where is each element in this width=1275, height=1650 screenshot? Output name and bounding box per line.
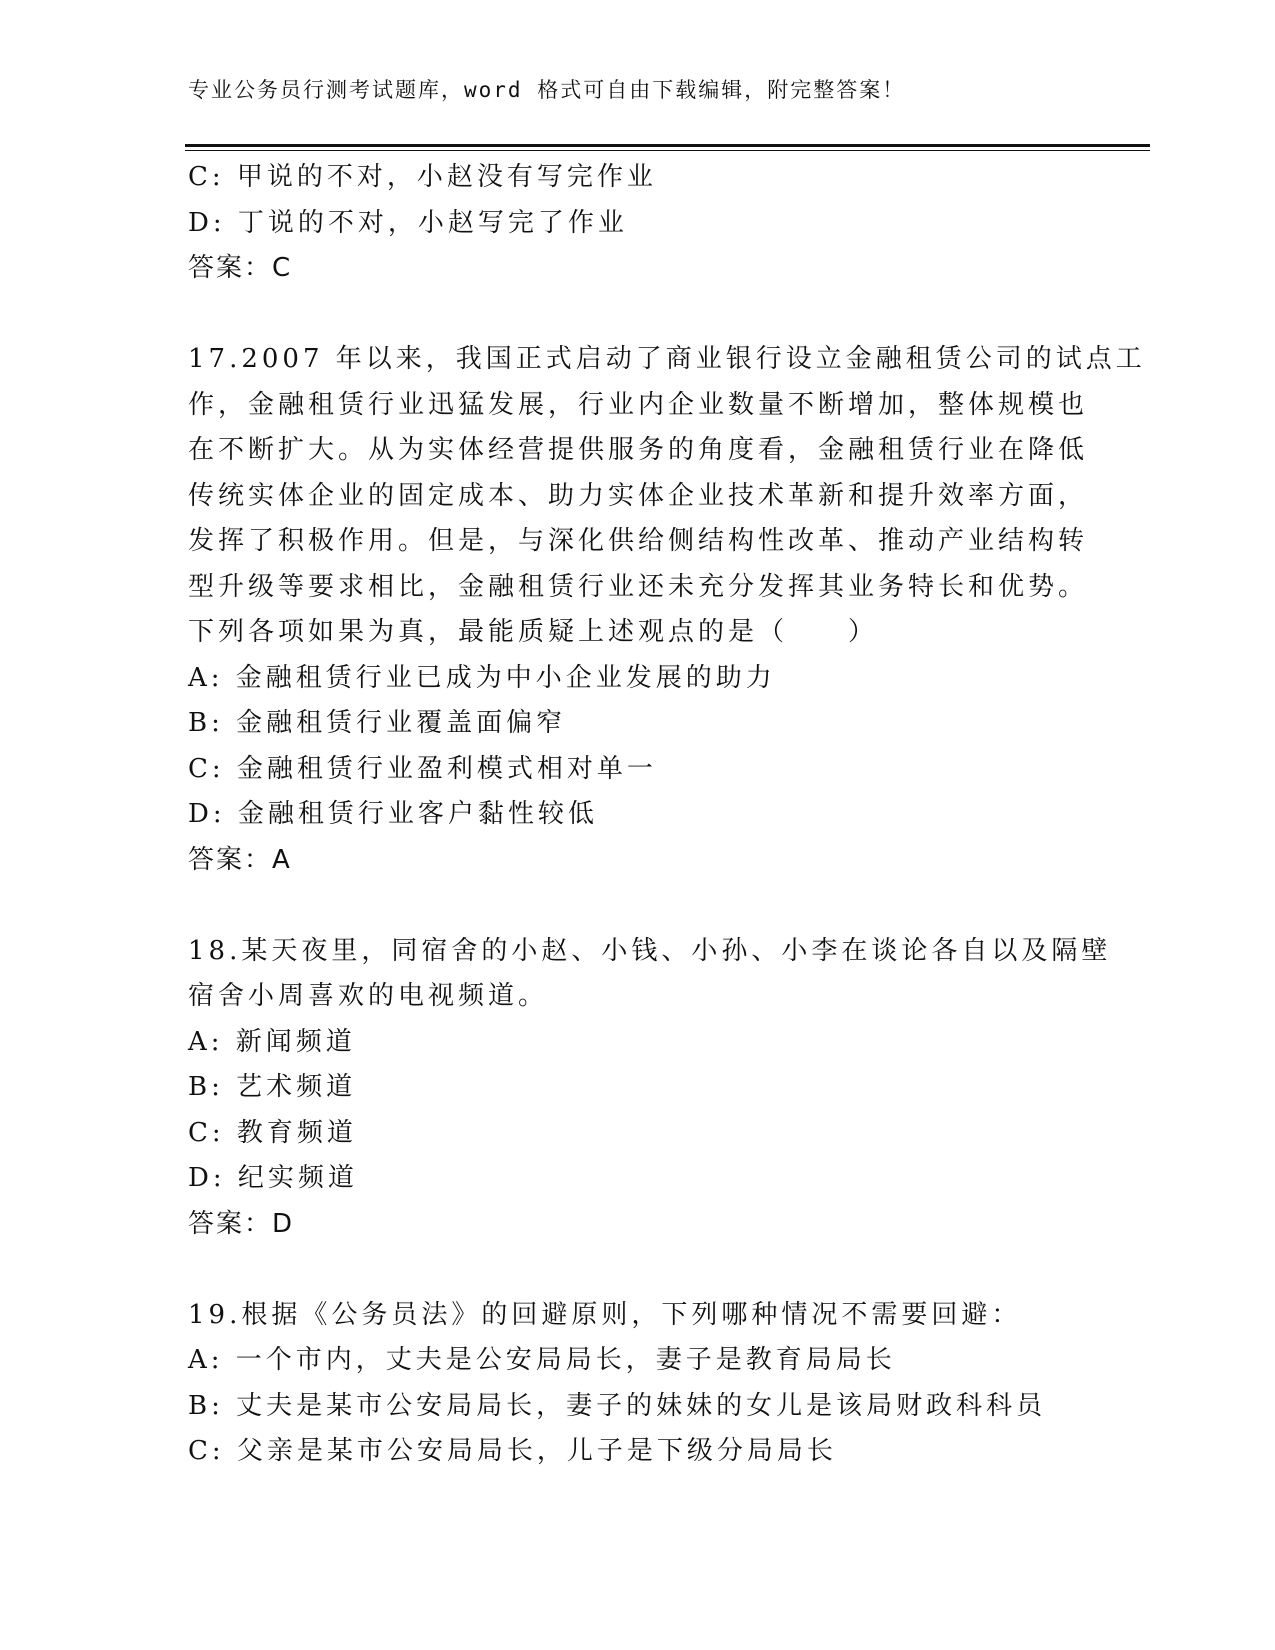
option-b: B: 金融租赁行业覆盖面偏窄 — [188, 708, 567, 738]
question-stem-line: 下列各项如果为真，最能质疑上述观点的是（ ） — [188, 617, 879, 647]
option-c: C: 甲说的不对，小赵没有写完作业 — [188, 162, 657, 192]
question-18 — [188, 929, 1112, 1248]
question-stem-line: 发挥了积极作用。但是，与深化供给侧结构性改革、推动产业结构转 — [188, 526, 1089, 556]
question-stem-line: 在不断扩大。从为实体经营提供服务的角度看，金融租赁行业在降低 — [188, 435, 1089, 465]
header-rule-thin — [185, 150, 1150, 151]
question-stem-line: 宿舍小周喜欢的电视频道。 — [188, 981, 549, 1011]
question-stem-line: 作，金融租赁行业迅猛发展，行业内企业数量不断增加，整体规模也 — [188, 389, 1089, 420]
question-17 — [188, 337, 1146, 883]
question-stem-line: 型升级等要求相比，金融租赁行业还未充分发挥其业务特长和优势。 — [188, 571, 1089, 602]
option-a: A: 金融租赁行业已成为中小企业发展的助力 — [188, 662, 776, 693]
option-d: D: 丁说的不对，小赵写完了作业 — [188, 207, 628, 238]
option-b: B: 艺术频道 — [188, 1072, 357, 1102]
header-rule-thick — [185, 144, 1150, 147]
option-a: A: 一个市内，丈夫是公安局局长，妻子是教育局局长 — [188, 1345, 896, 1375]
question-stem-line: 18.某天夜里，同宿舍的小赵、小钱、小孙、小李在谈论各自以及隔壁 — [188, 935, 1112, 966]
page-header: 专业公务员行测考试题库，word 格式可自由下载编辑，附完整答案！ — [188, 78, 906, 102]
option-c: C: 父亲是某市公安局局长，儿子是下级分局局长 — [188, 1436, 837, 1466]
question-stem-line: 19.根据《公务员法》的回避原则，下列哪种情况不需要回避： — [188, 1299, 1022, 1330]
document-body — [188, 155, 1146, 1475]
question-19 — [188, 1293, 1088, 1475]
option-b: B: 丈夫是某市公安局局长，妻子的妹妹的女儿是该局财政科科员 — [188, 1390, 1047, 1421]
question-stem-line: 传统实体企业的固定成本、助力实体企业技术革新和提升效率方面， — [188, 480, 1089, 511]
option-c: C: 金融租赁行业盈利模式相对单一 — [188, 753, 657, 784]
answer: 答案：C — [188, 253, 293, 283]
option-c: C: 教育频道 — [188, 1117, 357, 1148]
answer: 答案：A — [188, 844, 292, 875]
question-stem-line: 17.2007 年以来，我国正式启动了商业银行设立金融租赁公司的试点工 — [188, 344, 1146, 374]
option-d: D: 金融租赁行业客户黏性较低 — [188, 799, 598, 829]
option-d: D: 纪实频道 — [188, 1163, 358, 1193]
option-a: A: 新闻频道 — [188, 1026, 356, 1057]
answer: 答案：D — [188, 1208, 295, 1239]
question-16-tail — [188, 155, 1088, 292]
